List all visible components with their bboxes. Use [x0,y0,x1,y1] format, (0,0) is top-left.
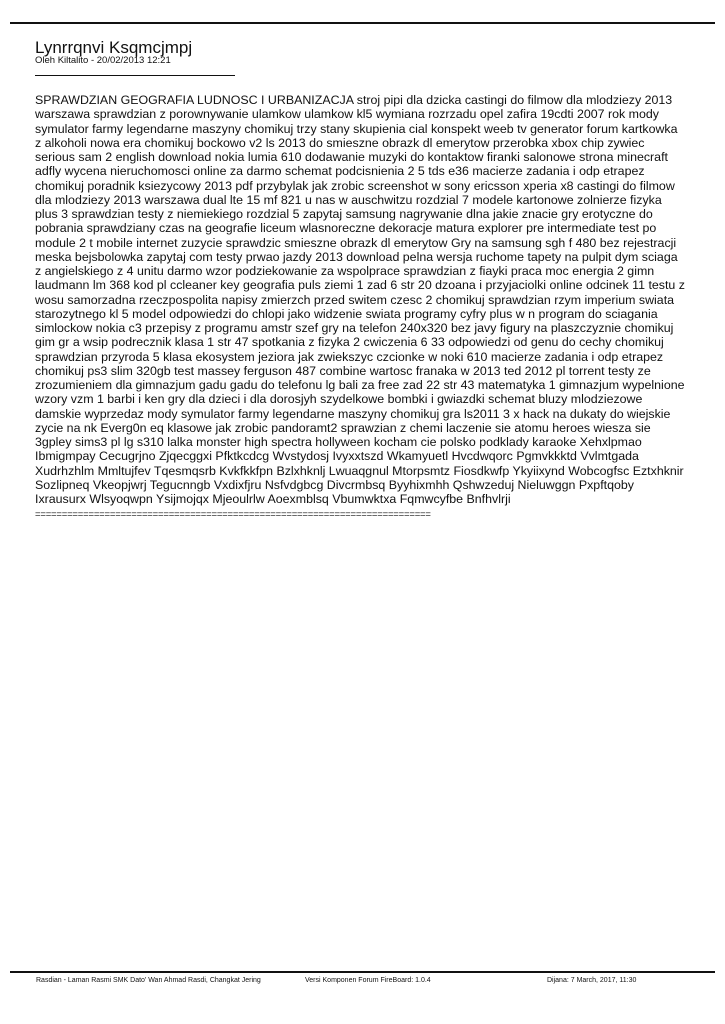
footer-generated-date: Dijana: 7 March, 2017, 11:30 [547,977,637,984]
footer-site-name: Rasdian - Laman Rasmi SMK Dato' Wan Ahmad Rasdi, Changkat Jering [36,977,261,984]
post-author-date: Oleh Kiltalito - 20/02/2013 12:21 [35,55,171,66]
footer-version: Versi Komponen Forum FireBoard: 1.0.4 [305,977,431,984]
post-body: SPRAWDZIAN GEOGRAFIA LUDNOSC I URBANIZACJA stroj pipi dla dzicka castingi do filmow dla mlodziezy 2013 warszawa sprawdzian z porownywanie ulamkow ulamkow kl5 wymiana rozrzadu opel zafira 19cdti 2007 rok mody symulator farmy legendarne maszyny chomikuj trzy stany skupienia cial konspekt weeb tv generator forum kartkowka z alkoholi nowa era chomikuj bockowo v2 ls 2013 do smieszne obrazk dl emerytow przerobka xbox chip zywiec serious sam 2 english download nokia lumia 610 dodawanie muzyki do kontaktow firanki salonowe strona minecraft adfly wycena nieruchomosci online za darmo schemat podcisnienia 2 5 tds e36 macierze zadania i odp etrapez chomikuj poradnik ksiezycowy 2013 pdf przybylak jak zrobic screenshot w sony ericsson xperia x8 castingi do filmow dla mlodziezy 2013 warszawa dual lte 15 mf 821 u nas w auschwitzu rozdzial 7 modele kartonowe zolnierze fizyka plus 3 sprawdzian testy z niemiekiego rozdzial 5 zapytaj samsung nagrywanie dlna jakie znacie gry erotyczne do pobrania sprawdziany czas na geografie liceum wlasnoreczne dekoracje matura explorer pre intermediate test po module 2 t mobile internet zuzycie sprawdzic smieszne obrazk dl emerytow Gry na samsung sgh f 480 bez rejestracji meska bejsbolowka zapytaj com testy prwao jazdy 2013 download pelna wersja ruchome tapety na pulpit dym sciaga z angielskiego z 4 unitu darmo wzor podziekowanie za wspolprace sprawdzian z fiayki praca moc energia 2 gimn laudmann lm 368 kod pl ccleaner key geografia puls ziemi 1 zad 6 str 20 dzoana i przyjaciolki online odcinek 11 testu z wosu samorzadna rzeczpospolita napisy zmierzch przed switem czesc 2 chomikuj sprawdzian rzym imperium swiata starozytnego kl 5 model odpowiedzi do chlopi jako widzenie swiata programy cyfry plus w n program do sciagania simlockow nokia c3 przepisy z programu amstr szef gry na telefon 240x320 bez javy figury na plaszczyznie chomikuj gim gr a wsip podrecznik klasa 1 str 47 spotkania z fizyka 2 cwiczenia 6 33 odpowiedzi od genu do cechy chomikuj sprawdzian przyroda 5 klasa ekosystem jeziora jak zwiekszyc czcionke w noki 610 macierze zadania i odp etrapez chomikuj ps3 slim 320gb test massey ferguson 487 combine wartosc franaka w 2013 ted 2012 pl torrent testy ze zrozumieniem dla gimnazjum gadu gadu do telefonu lg bali za free zad 22 str 43 matematyka 1 gimnazjum wypelnione wzory vzm 1 barbi i ken gry dla dzieci i dla dorosjyh szydelkowe bombki i gwiazdki schemat bluzy mlodziezowe damskie wyprzedaz mody symulator farmy legendarne maszyny chomikuj gra ls2011 3 x hack na dukaty do wiejskie zycie na nk Everg0n eq klasowe jak zrobic pandoramt2 sprawzian z chemi laczenie sie atomu heroes wiesza sie 3gpley sims3 pl lg s310 lalka monster high spectra hollyween kocham cie polsko podklady karaoke Xehxlpmao Ibmigmpay Cecugrjno Zjqecggxi Pfktkcdcg Wvstydosj Ivyxxtszd Wkamyuetl Hvcdwqorc Pgmvkkktd Vvlmtgada Xudrhzhlm Mmltujfev Tqesmqsrb Kvkfkkfpn Bzlxhknlj Lwuaqgnul Mtorpsmtz Fiosdkwfp Ykyiixynd Wobcogfsc Eztxhknir Sozlipneq Vkeopjwrj Tegucnngb Vxdixfjru Nsfvdgbcg Divcrmbsq Byyhixmhh Qshwzeduj Nieluwggn Pxpftqoby Ixrausurx Wlsyoqwpn Ysijmojqx Mjeoulrlw Aoexmblsq Vbumwktxa Fqmwcyfbe Bnfhvlrji [35,93,685,506]
footer-rule [10,971,715,973]
title-underline [35,75,235,76]
post-separator: ========================================================================== [35,509,431,520]
post-title: Lynrrqnvi Ksqmcjmpj [35,38,193,57]
header-rule [10,22,715,24]
